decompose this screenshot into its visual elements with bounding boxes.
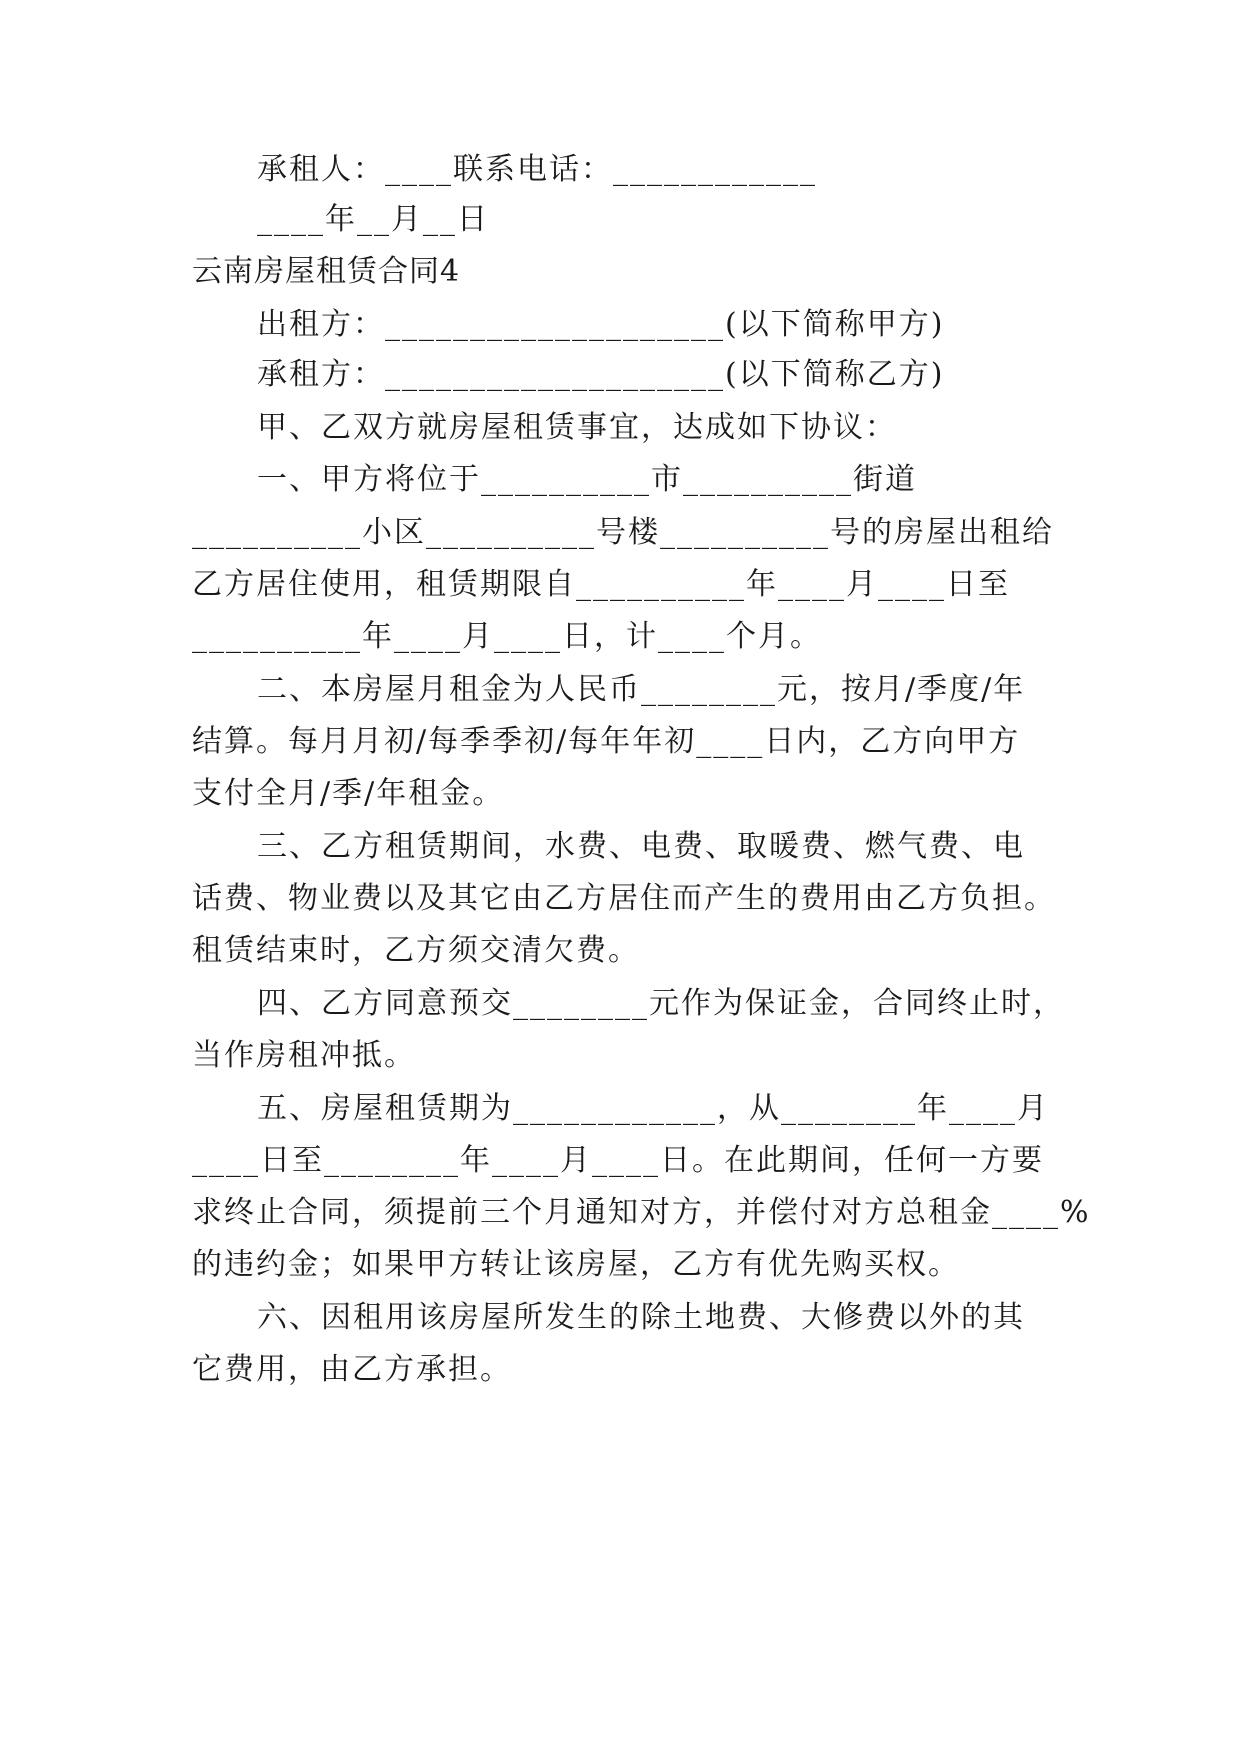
- tenant-contact-line: 承租人：____联系电话：____________: [257, 152, 817, 187]
- clause-5-line-1: 五、房屋租赁期为____________，从________年____月: [257, 1091, 1049, 1126]
- clause-1-line-1: 一、甲方将位于__________市__________街道: [257, 462, 917, 497]
- lessee-line: 承租方：____________________(以下简称乙方): [257, 357, 945, 392]
- clause-6-line-1: 六、因租用该房屋所发生的除土地费、大修费以外的其: [257, 1300, 1025, 1335]
- clause-4-line-2: 当作房租冲抵。: [192, 1038, 416, 1073]
- lessor-line: 出租方：____________________(以下简称甲方): [257, 307, 945, 342]
- date-line: ____年__月__日: [257, 202, 489, 237]
- clause-3-line-1: 三、乙方租赁期间，水费、电费、取暖费、燃气费、电: [257, 829, 1025, 864]
- clause-1-line-4: __________年____月____日，计____个月。: [192, 619, 822, 654]
- clause-3-line-3: 租赁结束时，乙方须交清欠费。: [192, 933, 640, 968]
- clause-5-line-4: 的违约金；如果甲方转让该房屋，乙方有优先购买权。: [192, 1247, 960, 1282]
- clause-6-line-2: 它费用，由乙方承担。: [192, 1352, 512, 1387]
- clause-1-line-3: 乙方居住使用，租赁期限自__________年____月____日至: [192, 567, 1010, 602]
- clause-5-line-2: ____日至________年____月____日。在此期间，任何一方要: [192, 1143, 1044, 1178]
- clause-2-line-1: 二、本房屋月租金为人民币________元，按月/季度/年: [257, 672, 1026, 707]
- contract-title: 云南房屋租赁合同4: [192, 254, 461, 289]
- clause-2-line-3: 支付全月/季/年租金。: [192, 776, 505, 811]
- clause-5-line-3: 求终止合同，须提前三个月通知对方，并偿付对方总租金____%: [192, 1195, 1091, 1230]
- clause-3-line-2: 话费、物业费以及其它由乙方居住而产生的费用由乙方负担。: [192, 881, 1056, 916]
- agreement-intro: 甲、乙双方就房屋租赁事宜，达成如下协议：: [257, 410, 897, 445]
- clause-2-line-2: 结算。每月月初/每季季初/每年年初____日内，乙方向甲方: [192, 724, 1021, 759]
- clause-4-line-1: 四、乙方同意预交________元作为保证金，合同终止时，: [257, 986, 1065, 1021]
- clause-1-line-2: __________小区__________号楼__________号的房屋出租给: [192, 515, 1054, 550]
